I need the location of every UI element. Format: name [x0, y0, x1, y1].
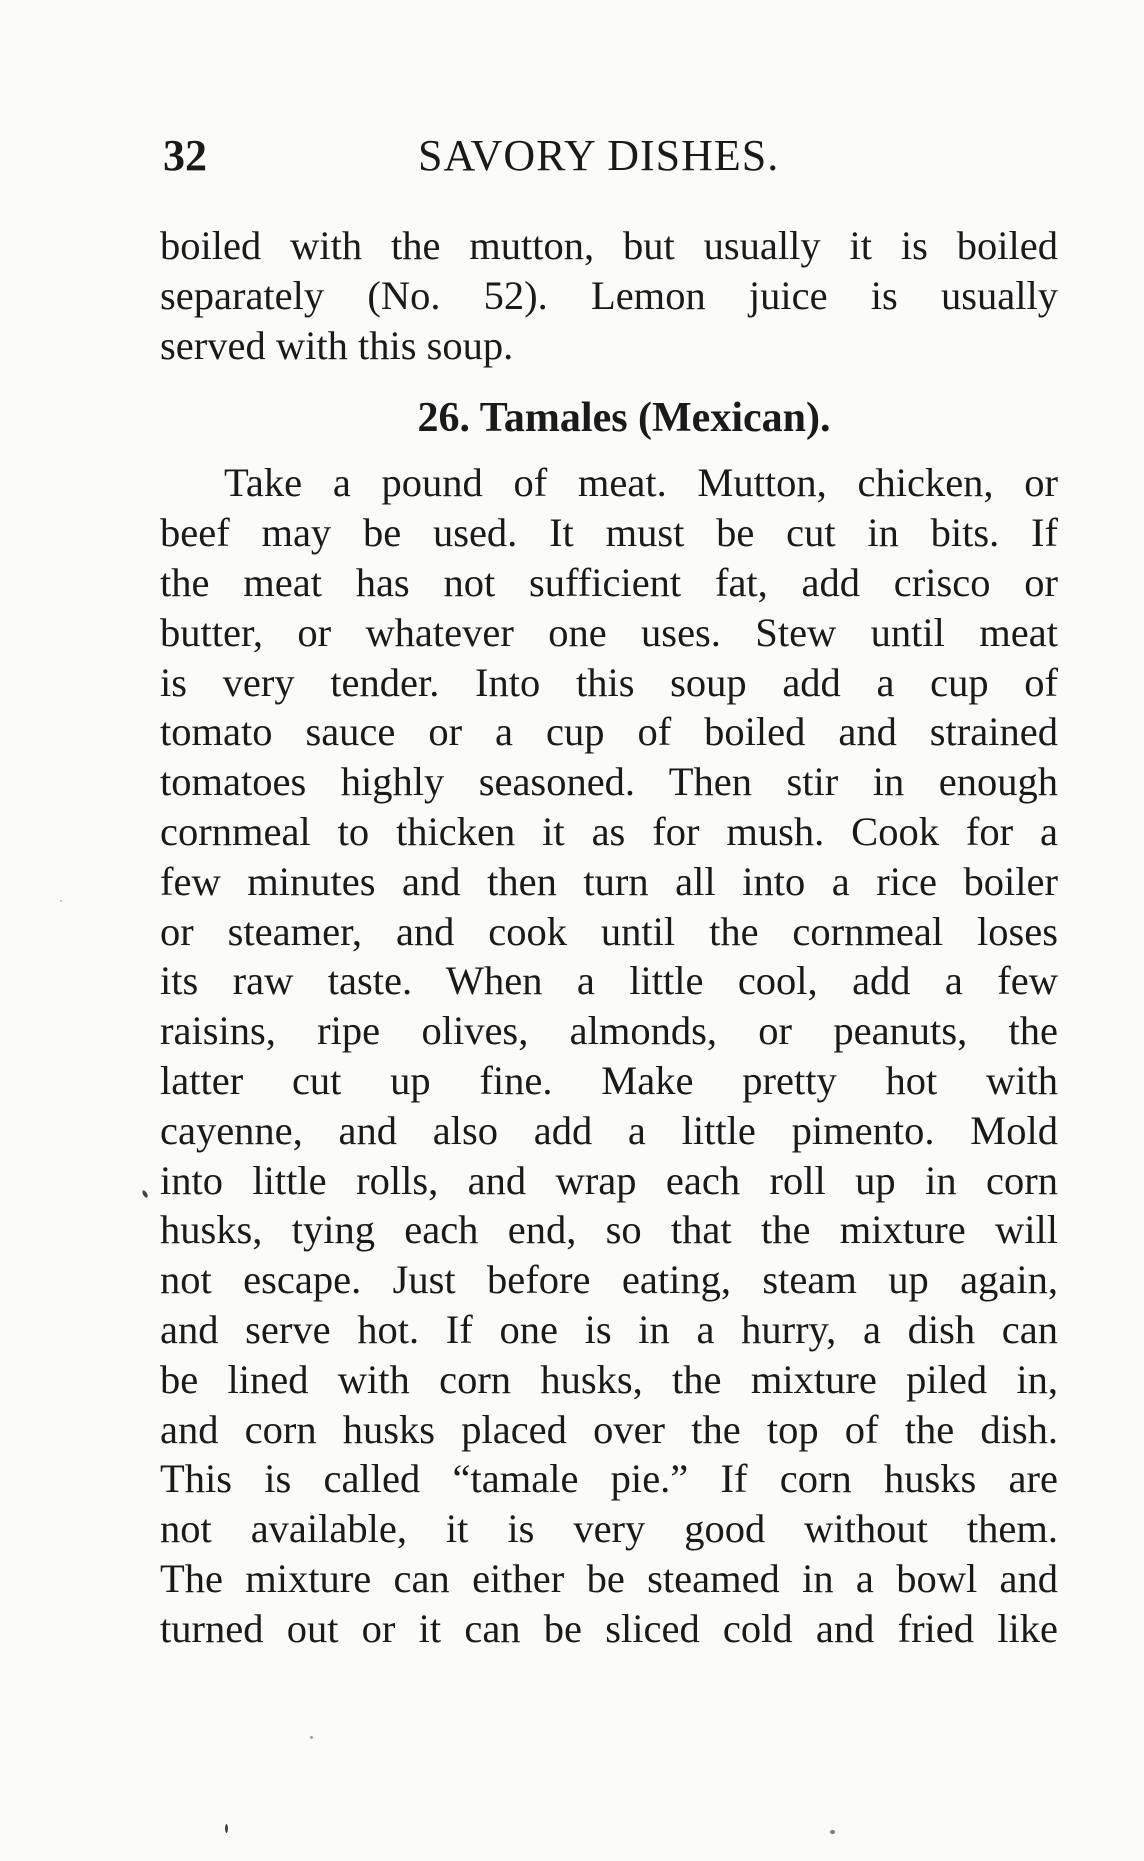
text-line: cornmeal to thicken it as for mush. Cook for a [160, 808, 1058, 854]
page-body [160, 221, 1058, 1654]
text-line: separately (No. 52). Lemon juice is usually [160, 272, 1058, 318]
text-line: and corn husks placed over the top of the dish. [160, 1406, 1058, 1452]
text-line: butter, or whatever one uses. Stew until meat [160, 609, 1058, 655]
text-line: its raw taste. When a little cool, add a few [160, 958, 1058, 1004]
text-line: tomato sauce or a cup of boiled and strained [160, 709, 1058, 755]
continuation-paragraph [160, 221, 1058, 370]
print-speck [830, 1830, 835, 1834]
text-line: into little rolls, and wrap each roll up in corn [160, 1157, 1058, 1203]
print-speck [60, 900, 62, 902]
text-line: cayenne, and also add a little pimento. Mold [160, 1107, 1058, 1153]
text-line: raisins, ripe olives, almonds, or peanuts, the [160, 1008, 1058, 1054]
text-line: not available, it is very good without them. [160, 1506, 1058, 1552]
print-speck [225, 1824, 228, 1833]
text-line: tomatoes highly seasoned. Then stir in enough [160, 759, 1058, 805]
print-speck [310, 1736, 313, 1739]
text-line: turned out or it can be sliced cold and fried like [160, 1605, 1058, 1651]
text-line: not escape. Just before eating, steam up again, [160, 1257, 1058, 1303]
recipe-title: 26. Tamales (Mexican). [417, 395, 831, 442]
text-line: few minutes and then turn all into a rice boiler [160, 858, 1058, 904]
text-line: latter cut up fine. Make pretty hot with [160, 1057, 1058, 1103]
text-line: The mixture can either be steamed in a bowl and [160, 1555, 1058, 1601]
running-head: SAVORY DISHES. [418, 131, 780, 180]
text-line: beef may be used. It must be cut in bits. If [160, 510, 1058, 556]
text-line: be lined with corn husks, the mixture piled in, [160, 1356, 1058, 1402]
text-line: is very tender. Into this soup add a cup of [160, 659, 1058, 705]
print-speck [141, 1190, 148, 1199]
text-line: the meat has not sufficient fat, add crisco or [160, 559, 1058, 605]
text-line: served with this soup. [160, 322, 514, 368]
text-line: and serve hot. If one is in a hurry, a dish can [160, 1306, 1058, 1352]
recipe-paragraph [160, 458, 1058, 1653]
page-header [163, 128, 1063, 184]
text-line: This is called “tamale pie.” If corn husks are [160, 1456, 1058, 1502]
text-line: boiled with the mutton, but usually it is boiled [160, 223, 1058, 268]
text-line: Take a pound of meat. Mutton, chicken, or [224, 460, 1058, 506]
page-number: 32 [163, 131, 207, 180]
text-line: or steamer, and cook until the cornmeal loses [160, 908, 1058, 954]
text-line: husks, tying each end, so that the mixture will [160, 1207, 1058, 1253]
